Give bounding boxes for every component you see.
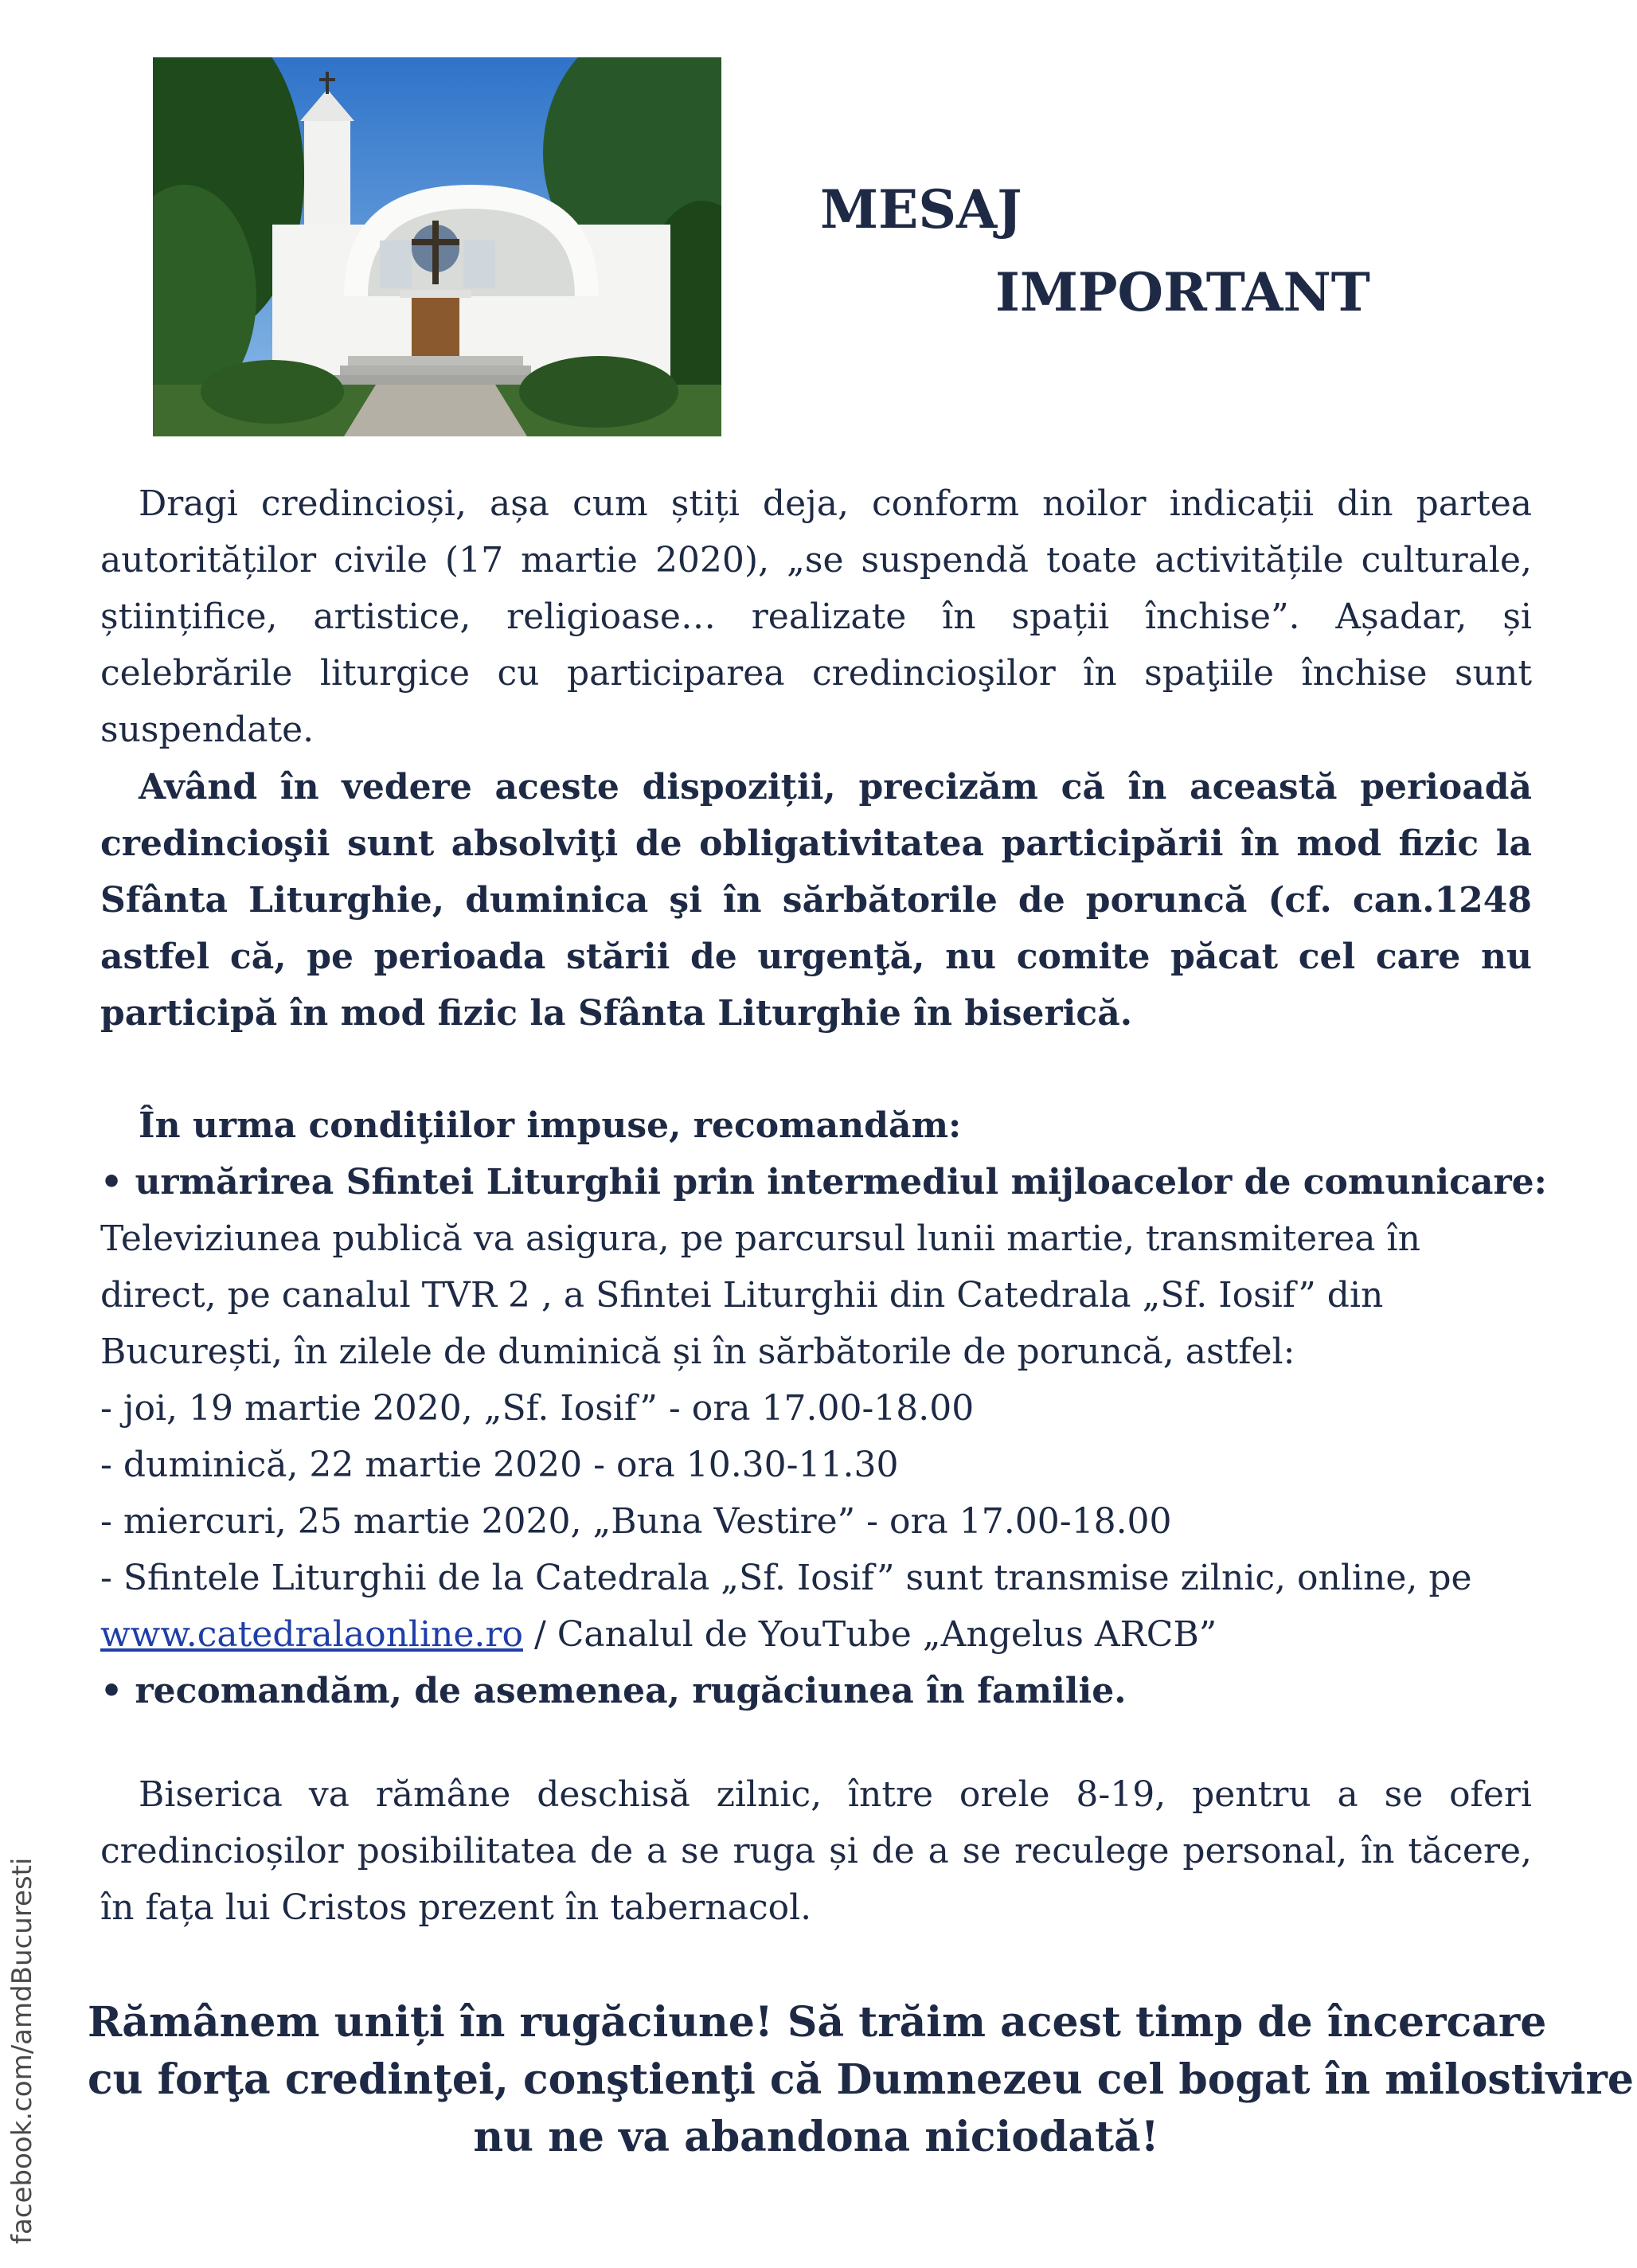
church-illustration [153,57,721,436]
church-open-line: Biserica va rămâne deschisă zilnic, între orele 8-19, pentru a se oferi [139,1774,1532,1815]
facebook-handle: facebook.com/amdBucuresti [6,1857,38,2244]
closing-line: nu ne va abandona niciodată! [473,2113,1159,2161]
title-line-2: IMPORTANT [995,261,1370,323]
recommendations-section [100,1097,1547,1719]
dispensation-line: Având în vedere aceste dispoziții, precizăm că în această perioadă [139,767,1532,807]
intro-line: autorităților civile (17 martie 2020), „se suspendă toate activitățile culturale, [100,540,1532,581]
intro-line: celebrările liturgice cu participarea credincioşilor în spaţiile închise sunt [100,653,1532,694]
schedule-item: - joi, 19 martie 2020, „Sf. Iosif” - ora 17.00-18.00 [100,1388,975,1429]
closing-message [88,1994,1634,2166]
intro-line: Dragi credincioși, așa cum știți deja, conform noilor indicații din partea [139,483,1532,524]
broadcast-line: direct, pe canalul TVR 2 , a Sfintei Liturghii din Catedrala „Sf. Iosif” din [100,1275,1384,1316]
broadcast-line: Televiziunea publică va asigura, pe parcursul lunii martie, transmiterea în [100,1218,1420,1259]
link-line [100,1606,1532,1663]
recommendations-heading: În urma condiţiilor impuse, recomandăm: [139,1105,962,1146]
schedule-item: - duminică, 22 martie 2020 - ora 10.30-11.30 [100,1445,899,1485]
church-photo [153,57,721,436]
closing-line: Rămânem uniți în rugăciune! Să trăim acest timp de încercare [88,1998,1547,2047]
church-open-line: credincioșilor posibilitatea de a se ruga și de a se reculege personal, în tăcere, [100,1831,1532,1871]
youtube-channel-text: / Canalul de YouTube „Angelus ARCB” [522,1614,1217,1655]
bullet-broadcast: • urmărirea Sfintei Liturghii prin intermediul mijloacelor de comunicare: [100,1162,1547,1202]
intro-line: suspendate. [100,710,315,750]
closing-line: cu forţa credinţei, conştienţi că Dumnezeu cel bogat în milostivire [88,2055,1634,2104]
schedule-item: - miercuri, 25 martie 2020, „Buna Vestire” - ora 17.00-18.00 [100,1501,1172,1542]
dispensation-line: credincioşii sunt absolviţi de obligativitatea participării în mod fizic la [100,823,1532,864]
title-line-1: MESAJ [820,178,1022,240]
bullet-family-prayer: • recomandăm, de asemenea, rugăciunea în familie. [100,1671,1127,1711]
dispensation-line: participă în mod fizic la Sfânta Liturghie în biserică. [100,993,1133,1034]
intro-line: științifice, artistice, religioase… realizate în spații închise”. Așadar, și [100,596,1532,637]
catedrala-online-link[interactable]: www.catedralaonline.ro [100,1614,523,1655]
broadcast-line: București, în zilele de duminică și în sărbătorile de poruncă, astfel: [100,1331,1295,1372]
dispensation-line: Sfânta Liturghie, duminica şi în sărbătorile de poruncă (cf. can.1248 [100,880,1532,921]
intro-paragraph [100,475,1532,758]
church-open-paragraph [100,1766,1532,1936]
dispensation-paragraph [100,759,1532,1042]
schedule-item: - Sfintele Liturghii de la Catedrala „Sf. Iosif” sunt transmise zilnic, online, pe [100,1558,1472,1598]
dispensation-line: astfel că, pe perioada stării de urgenţă, nu comite păcat cel care nu [100,937,1532,977]
church-open-line: în fața lui Cristos prezent în tabernacol. [100,1887,812,1928]
